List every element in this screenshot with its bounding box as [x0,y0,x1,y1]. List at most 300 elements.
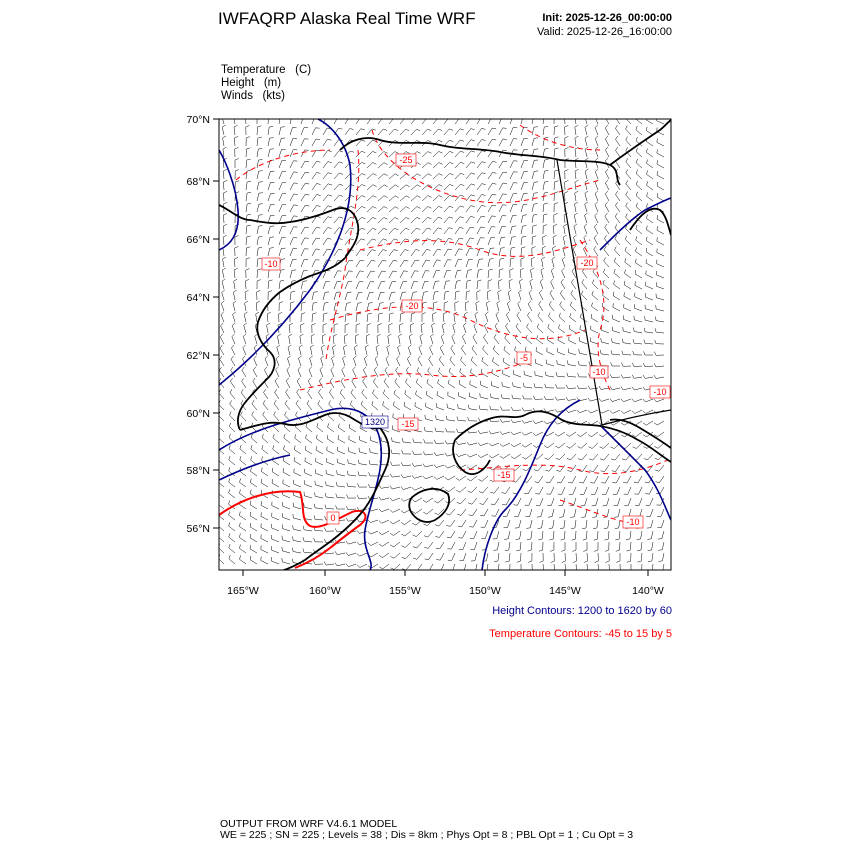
wind-barb-flag [468,491,472,493]
wind-barb [636,229,642,234]
wind-barb [283,484,290,488]
wind-barb-flag [500,431,503,434]
wind-barb-flag [329,401,331,405]
wind-barb [647,196,653,201]
wind-barb-flag [585,158,588,160]
wind-barb-flag [362,217,366,219]
wind-barb [276,359,279,367]
wind-barb [487,292,488,300]
wind-barb-flag [349,260,353,261]
wind-barb [326,497,334,498]
wind-barb [549,316,555,322]
wind-barb [326,485,334,487]
wind-barb [389,282,392,289]
wind-barb [547,340,554,344]
wind-barb [283,495,290,498]
wind-barb [634,388,642,390]
wind-barb-flag [478,455,481,458]
wind-barb [647,218,654,223]
wind-barb-flag [574,235,577,238]
temperature-contour [219,491,365,568]
wind-barb [403,476,411,478]
wind-barb [422,174,428,179]
wind-barb [590,342,598,345]
wind-barb-flag [313,313,317,314]
wind-barb [560,305,565,311]
wind-barb-flag [435,525,439,526]
wind-barb-flag [606,561,610,563]
wind-barb [261,483,268,487]
wind-barb-flag [283,468,284,472]
wind-barb-flag [388,334,392,336]
wind-barb-flag [223,147,227,149]
wind-barb-flag [483,346,485,350]
wind-barb-flag [644,459,648,460]
wind-barb-flag [305,194,309,195]
wind-barb [626,206,631,212]
wind-barb [246,149,247,157]
wind-barb [481,454,488,458]
wind-barb [470,465,477,469]
wind-barb-flag [234,114,237,116]
wind-barb [261,516,268,520]
wind-barb [499,172,503,179]
wind-barb [624,308,631,311]
wind-barb-flag [565,170,569,172]
wind-barb-flag [599,398,602,401]
wind-barb-flag [291,291,295,292]
wind-barb-flag [434,465,437,468]
wind-barb-flag [259,159,263,160]
wind-barb [279,127,281,135]
wind-barb [277,336,279,344]
wind-barb [294,450,301,454]
wind-barb [635,421,642,425]
wind-barb [444,129,449,135]
wind-barb-flag [540,572,544,574]
wind-barb [596,498,598,506]
wind-barb [455,129,460,135]
wind-barb-flag [643,399,646,402]
wind-barb-flag [632,411,635,414]
wind-barb [383,405,389,410]
wind-barb [645,309,653,311]
wind-barb-flag [523,383,524,387]
wind-barb-flag [397,356,400,359]
wind-barb-flag [574,224,577,226]
wind-barb-flag [393,271,397,272]
wind-barb [327,439,334,443]
wind-barb-flag [417,129,421,131]
wind-barb-flag [595,213,598,216]
wind-barb-flag [385,367,388,370]
wind-barb-flag [406,379,408,383]
wind-barb [425,454,433,455]
wind-barb [636,119,642,124]
wind-barb [540,282,543,290]
wind-barb-flag [612,483,616,484]
wind-barb-flag [624,281,625,285]
wind-barb-flag [223,257,226,259]
temp-label-text: -20 [405,301,419,311]
wind-barb-flag [621,387,623,390]
wind-barb [301,172,305,179]
wind-barb-flag [452,334,455,337]
wind-barb-flag [535,494,539,495]
wind-barb [359,498,367,499]
wind-barb [543,127,544,135]
wind-barb [480,432,488,434]
wind-barb [461,360,467,366]
wind-barb [220,348,224,355]
wind-barb [257,127,258,135]
wind-barb [613,410,620,413]
wind-barb-flag [258,247,262,248]
wind-barb [605,117,609,124]
wind-barb [219,371,224,378]
wind-barb-flag [362,162,366,164]
wind-barb [387,347,389,355]
wind-barb-flag [428,163,432,165]
wind-barb-flag [626,126,628,130]
wind-barb-flag [379,532,382,535]
wind-barb [268,171,270,179]
wind-barb-flag [579,471,583,472]
wind-barb-flag [585,213,588,216]
wind-barb [639,498,642,506]
wind-barb [553,248,555,256]
wind-barb-flag [461,173,465,175]
wind-barb-flag [333,345,336,347]
wind-barb [543,160,545,168]
wind-barb [367,163,373,169]
wind-barb-flag [301,323,305,325]
wind-barb [272,561,280,564]
wind-barb [540,498,543,505]
wind-barb [233,292,235,300]
wind-barb-flag [229,489,230,493]
wind-barb [290,194,294,201]
wind-barb [502,432,510,434]
wind-barb [437,407,445,410]
wind-barb-flag [654,446,658,448]
wind-barb-flag [657,182,658,186]
height-contour [600,198,671,250]
wind-barb [526,454,532,459]
wind-barb [389,185,395,190]
wind-barb-flag [578,361,579,365]
wind-barb-flag [534,116,538,117]
wind-barb [646,263,653,267]
wind-barb [438,383,444,388]
wind-barb-flag [360,271,364,272]
wind-barb [532,171,534,179]
wind-barb [415,498,422,502]
wind-barb [639,487,643,494]
wind-barb [595,150,598,158]
wind-barb [273,426,279,432]
wind-barb-flag [292,281,296,282]
wind-barb [477,216,481,223]
wind-barb-flag [405,390,406,394]
wind-barb [470,454,477,457]
wind-barb [234,138,235,146]
wind-barb-flag [470,227,474,228]
lat-tick-label: 64°N [186,292,210,304]
wind-barb [477,162,482,168]
wind-barb-flag [626,180,628,184]
wind-barb-flag [383,390,385,394]
wind-barb [444,228,449,234]
wind-barb [595,172,598,180]
wind-barb [509,542,510,550]
wind-barb-flag [532,247,536,249]
wind-barb [268,193,271,201]
wind-barb-flag [636,247,637,251]
wind-barb-flag [572,550,576,552]
wind-barb-flag [472,345,474,348]
wind-barb-flag [444,302,448,303]
wind-barb [229,460,235,465]
wind-barb-flag [416,391,417,395]
wind-barb [363,370,367,377]
wind-barb [554,564,555,572]
wind-barb [355,336,356,344]
wind-barb [240,471,246,476]
wind-barb-flag [584,561,588,563]
wind-barb [521,116,523,124]
wind-barb-flag [346,564,349,567]
wind-barb [551,487,555,494]
wind-barb [510,216,513,224]
wind-barb-flag [612,338,613,342]
wind-barb [585,215,588,223]
wind-barb-flag [528,550,532,551]
wind-barb-flag [349,117,353,118]
wind-barb [268,127,269,135]
wind-barb-flag [364,356,367,359]
wind-barb [433,239,438,245]
wind-barb [591,330,598,333]
wind-barb-flag [514,358,515,362]
wind-barb-flag [644,351,646,355]
wind-barb [301,270,304,278]
wind-barb-flag [644,447,648,449]
temp-label-text: -10 [626,517,640,527]
wind-barb [483,349,488,355]
wind-barb-flag [357,542,360,545]
wind-barb [645,320,653,322]
wind-barb-flag [316,435,317,439]
temperature-contour [372,130,600,203]
wind-barb [427,509,433,514]
wind-barb-flag [528,301,531,304]
wind-barb-flag [247,170,251,171]
coastlines [219,120,671,572]
wind-barb-flag [578,447,582,449]
wind-barb [616,194,621,201]
wind-barb [301,238,305,245]
wind-barb [557,364,565,366]
wind-barb [393,498,401,501]
wind-barb [229,548,235,553]
wind-barb [256,314,257,322]
wind-barb-flag [550,290,552,293]
wind-barb [282,551,290,553]
wind-barb-flag [449,206,453,208]
wind-barb-flag [284,434,285,438]
wind-barb [510,205,513,212]
wind-barb-flag [556,372,557,376]
wind-barb [323,228,328,235]
wind-barb [244,314,246,322]
wind-barb [497,531,499,539]
wind-barb [333,347,335,355]
wind-barb-flag [440,345,443,348]
wind-barb [507,509,510,516]
wind-barb-flag [355,334,359,336]
wind-barb-flag [544,126,548,127]
wind-barb-flag [258,148,262,149]
wind-barb-flag [595,572,599,574]
wind-barb [414,430,422,432]
wind-barb [356,250,361,257]
wind-barb-flag [655,470,659,471]
wind-barb-flag [254,356,257,359]
wind-barb-flag [324,539,326,543]
wind-barb [223,215,224,223]
wind-barb-flag [595,561,599,563]
wind-barb [334,303,336,311]
wind-barb-flag [516,539,520,540]
wind-barb-flag [627,550,631,551]
wind-barb-flag [644,328,645,332]
wind-barb-flag [493,161,497,162]
wind-barb-flag [394,129,398,131]
wind-barb [268,138,270,146]
wind-barb [240,449,246,454]
wind-barb [645,366,653,367]
wind-barb-flag [636,159,638,163]
wind-barb-flag [603,269,605,273]
wind-barb [299,347,301,355]
wind-barb-flag [384,378,386,381]
wind-barb [455,162,461,168]
wind-barb [585,193,587,201]
wind-barb [592,432,599,437]
wind-barb-flag [346,552,349,555]
wind-barb [455,227,460,234]
wind-barb [301,150,305,157]
wind-barb-flag [303,548,304,552]
wind-barb [283,517,291,520]
wind-barb [651,531,653,539]
wind-barb-flag [259,226,263,227]
wind-barb [279,116,280,124]
wind-barb-flag [646,226,647,230]
wind-barb [473,520,477,527]
wind-barb [573,487,576,494]
wind-barb [593,454,598,460]
wind-barb-flag [389,323,393,325]
wind-barb [580,341,587,344]
wind-barb [345,228,350,234]
wind-barb-flag [250,479,251,483]
wind-barb-flag [636,236,637,240]
wind-barb-flag [229,555,230,559]
wind-barb [496,315,499,322]
wind-barb-flag [347,483,348,487]
wind-barb-flag [613,292,614,296]
wind-barb-flag [521,258,525,260]
wind-barb [378,292,381,300]
wind-barb-flag [324,562,326,566]
wind-barb [592,295,598,300]
wind-barb-flag [657,160,658,164]
wind-barb-flag [475,312,478,314]
wind-barb [656,309,664,311]
wind-barb [348,475,356,476]
wind-barb-flag [247,192,251,193]
wind-barb-flag [305,150,309,151]
wind-barb [433,281,435,289]
wind-barb [477,259,479,267]
wind-barb-flag [317,173,321,174]
wind-barb-flag [659,561,663,562]
wind-barb [312,184,317,191]
wind-barb [305,450,312,454]
wind-barb [367,314,368,322]
wind-barb-flag [229,434,230,438]
wind-barb [422,228,427,234]
wind-barb [444,249,448,256]
wind-barb [583,476,587,483]
wind-barb [538,316,543,322]
wind-barb-flag [529,290,532,293]
wind-barb [289,336,290,344]
wind-barb-flag [423,452,425,456]
wind-barb-flag [636,181,638,185]
wind-barb-flag [275,389,277,392]
wind-barb [371,542,378,546]
wind-barb-flag [390,556,394,558]
wind-barb-flag [365,345,368,347]
wind-barb-flag [346,541,348,544]
wind-barb [488,238,491,246]
wind-barb [233,314,235,322]
wind-barb [506,326,511,333]
wind-barb-flag [533,225,537,226]
wind-barb-flag [572,268,575,271]
wind-barb [426,498,433,502]
wind-barb [579,353,587,355]
lon-tick-label: 150°W [469,585,501,597]
wind-barb-flag [490,492,494,493]
wind-barb [394,394,400,399]
wind-barb-flag [357,565,360,568]
wind-barb-flag [511,258,515,259]
wind-barb [316,450,323,454]
wind-barb [452,553,455,560]
wind-barb-flag [479,405,480,409]
wind-barb-flag [632,387,634,390]
wind-barb-flag [559,517,563,518]
wind-barb-flag [229,511,230,515]
wind-barb-flag [611,459,615,460]
wind-barb-flag [406,185,410,187]
wind-barb-flag [566,385,568,389]
wind-barb-flag [505,550,509,551]
